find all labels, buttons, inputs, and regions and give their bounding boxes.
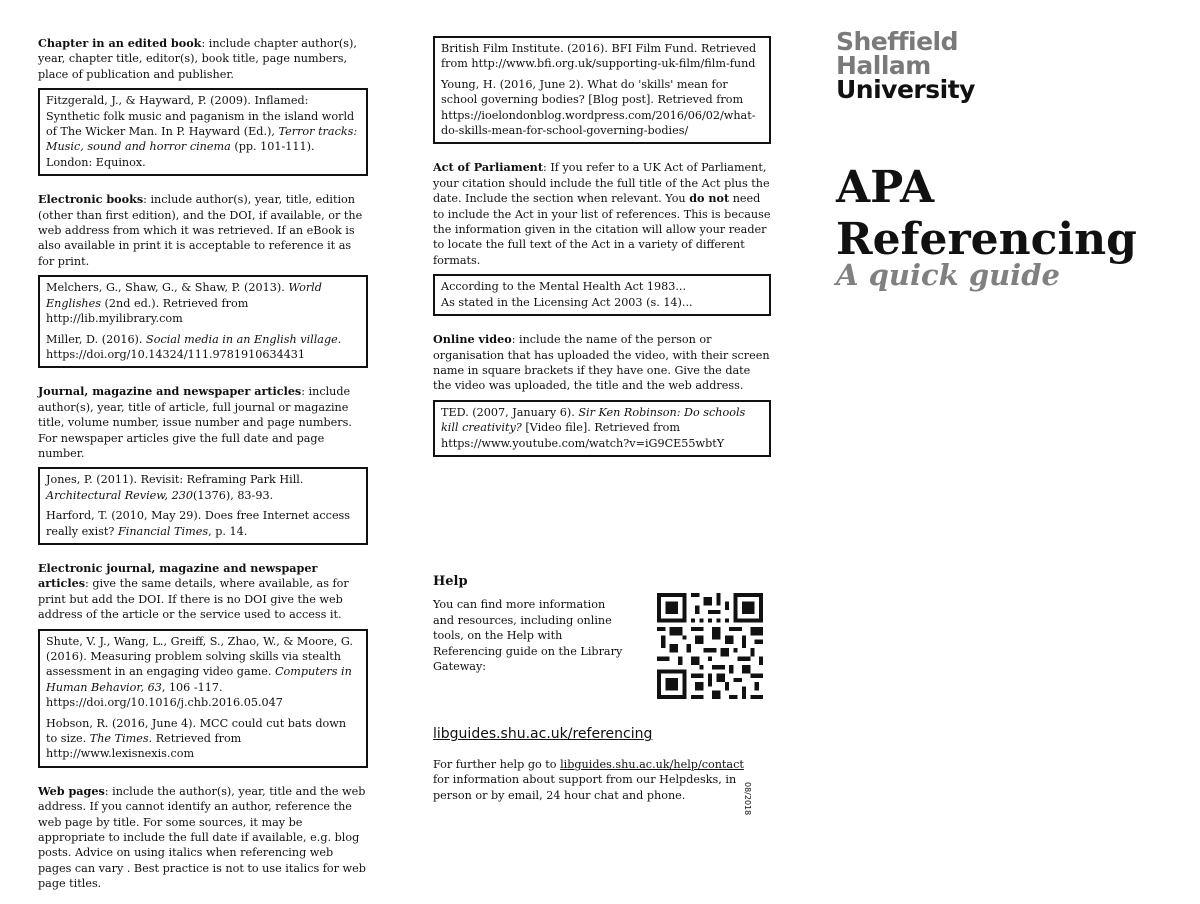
example-box: [38, 629, 368, 768]
section-act-of-parliament: [433, 160, 771, 316]
section-electronic-journals: [38, 561, 368, 768]
further-help-text: For further help go to libguides.shu.ac.uk/help/contact for information about support from our Helpdesks, in person or by email, 24 hour chat and phone.: [433, 757, 744, 802]
section-desc: : give the same details, where available, as for print but add the DOI. If there is no DOI give the web address of the article or the service used to access it.: [38, 577, 349, 622]
help-title: Help: [433, 574, 468, 589]
middle-column: [433, 36, 771, 473]
section-desc: : include the name of the person or organisation that has uploaded the video, with their screen name in square brackets if they have one. Give the date the video was uploaded, the title and the web address.: [433, 333, 770, 393]
reference-example: Shute, V. J., Wang, L., Greiff, S., Zhao, W., & Moore, G. (2016). Measuring problem solving skills via stealth assessment in an engaging video game. Computers in Human Behavior, 63, 106 -117. https://doi.org/10.1016/j.chb.2016.05.047: [46, 634, 353, 710]
example-box: [433, 274, 771, 316]
help-contact-link[interactable]: libguides.shu.ac.uk/help/contact: [560, 757, 744, 771]
section-heading: Online video: [433, 332, 512, 347]
logo-line: University: [836, 75, 975, 104]
qr-code-icon[interactable]: [657, 593, 763, 699]
section-web-pages: [38, 784, 368, 892]
reference-example: Harford, T. (2010, May 29). Does free Internet access really exist? Financial Times, p. 14.: [46, 509, 351, 538]
section-heading: Web pages: [38, 783, 105, 798]
example-box: [38, 467, 368, 545]
page-subtitle: A quick guide: [836, 258, 1060, 292]
reference-example: Jones, P. (2011). Revisit: Reframing Park Hill. Architectural Review, 230(1376), 83-93.: [46, 473, 304, 502]
right-column: [836, 27, 1176, 292]
example-box: [38, 88, 368, 176]
section-heading: Electronic books: [38, 192, 144, 207]
section-heading: Act of Parliament: [433, 160, 543, 175]
example-box: [433, 400, 771, 457]
help-text: You can find more information and resources, including online tools, on the Help with Referencing guide on the Library Gateway:: [433, 598, 623, 674]
section-desc: : If you refer to a UK Act of Parliament, your citation should include the full title of the Act plus the date. Include the section when relevant. You: [433, 161, 770, 206]
section-desc: : include author(s), year, title, edition (other than first edition), and the DOI, if available, or the web address from which it was retrieved. If an eBook is also available in print it is acceptable to reference it as for print.: [38, 193, 363, 268]
reference-example: Melchers, G., Shaw, G., & Shaw, P. (2013). World Englishes (2nd ed.). Retrieved from http://lib.myilibrary.com: [46, 281, 322, 326]
example-box: [433, 36, 771, 144]
section-online-video: [433, 332, 771, 457]
section-journals: [38, 384, 368, 545]
reference-example: TED. (2007, January 6). Sir Ken Robinson: Do schools kill creativity? [Video file]. Retrieved from https://www.youtube.com/watch?v=iG9CE55wbtY: [441, 405, 746, 450]
section-heading: Chapter in an edited book: [38, 36, 202, 50]
example-box: [38, 275, 368, 368]
logo-line: Hallam: [836, 51, 931, 80]
referencing-guide-link[interactable]: libguides.shu.ac.uk/referencing: [433, 726, 653, 743]
section-desc: : include the author(s), year, title and the web address. If you cannot identify an author, reference the web page by title. For some sources, it may be appropriate to include the full date if available, e.g. blog posts. Advice on using italics when referencing web pages can vary . Best practice is not to use italics for web page titles.: [38, 784, 366, 891]
page-title: APA Referencing: [836, 162, 1137, 265]
reference-example: Hobson, R. (2016, June 4). MCC could cut bats down to size. The Times. Retrieved from http://www.lexisnexis.com: [46, 716, 347, 761]
reference-example: According to the Mental Health Act 1983...: [441, 280, 687, 294]
section-desc: need to include the Act in your list of references. This is because the information given in the citation will allow your reader to locate the full text of the Act in a variety of different formats.: [433, 192, 771, 267]
section-desc: : include chapter author(s), year, chapter title, editor(s), book title, page numbers, place of publication and publisher.: [38, 37, 357, 81]
section-heading: Electronic journal, magazine and newspaper articles: [38, 560, 318, 591]
section-desc: : include author(s), year, title of article, full journal or magazine title, volume number, issue number and page numbers. For newspaper articles give the full date and page number.: [38, 385, 352, 460]
section-heading: Journal, magazine and newspaper articles: [38, 384, 302, 399]
reference-example: Fitzgerald, J., & Hayward, P. (2009). Inflamed: Synthetic folk music and paganism in the island world of The Wicker Man. In P. Hayward (Ed.), Terror tracks: Music, sound and horror cinema (pp. 101-111). London: Equinox.: [46, 94, 358, 169]
left-column: [38, 36, 368, 904]
logo-line: Sheffield: [836, 27, 959, 56]
university-logo: [836, 27, 1176, 104]
section-chapter: [38, 36, 368, 176]
help-section: [433, 574, 763, 803]
reference-example: British Film Institute. (2016). BFI Film Fund. Retrieved from http://www.bfi.org.uk/supporting-uk-film/film-fund: [441, 42, 757, 71]
reference-example: Young, H. (2016, June 2). What do 'skills' mean for school governing bodies? [Blog post]. Retrieved from https://ioelondonblog.wordpress.com/2016/06/02/what-do-skills-mean-for-school-governing-bodies/: [441, 77, 756, 138]
reference-example: Miller, D. (2016). Social media in an English village. https://doi.org/10.14324/111.9781910634431: [46, 332, 342, 361]
print-code: 08/2018: [743, 782, 752, 816]
emphasis: do not: [689, 191, 730, 206]
section-ebooks: [38, 192, 368, 368]
reference-example: As stated in the Licensing Act 2003 (s. 14)...: [441, 295, 693, 309]
